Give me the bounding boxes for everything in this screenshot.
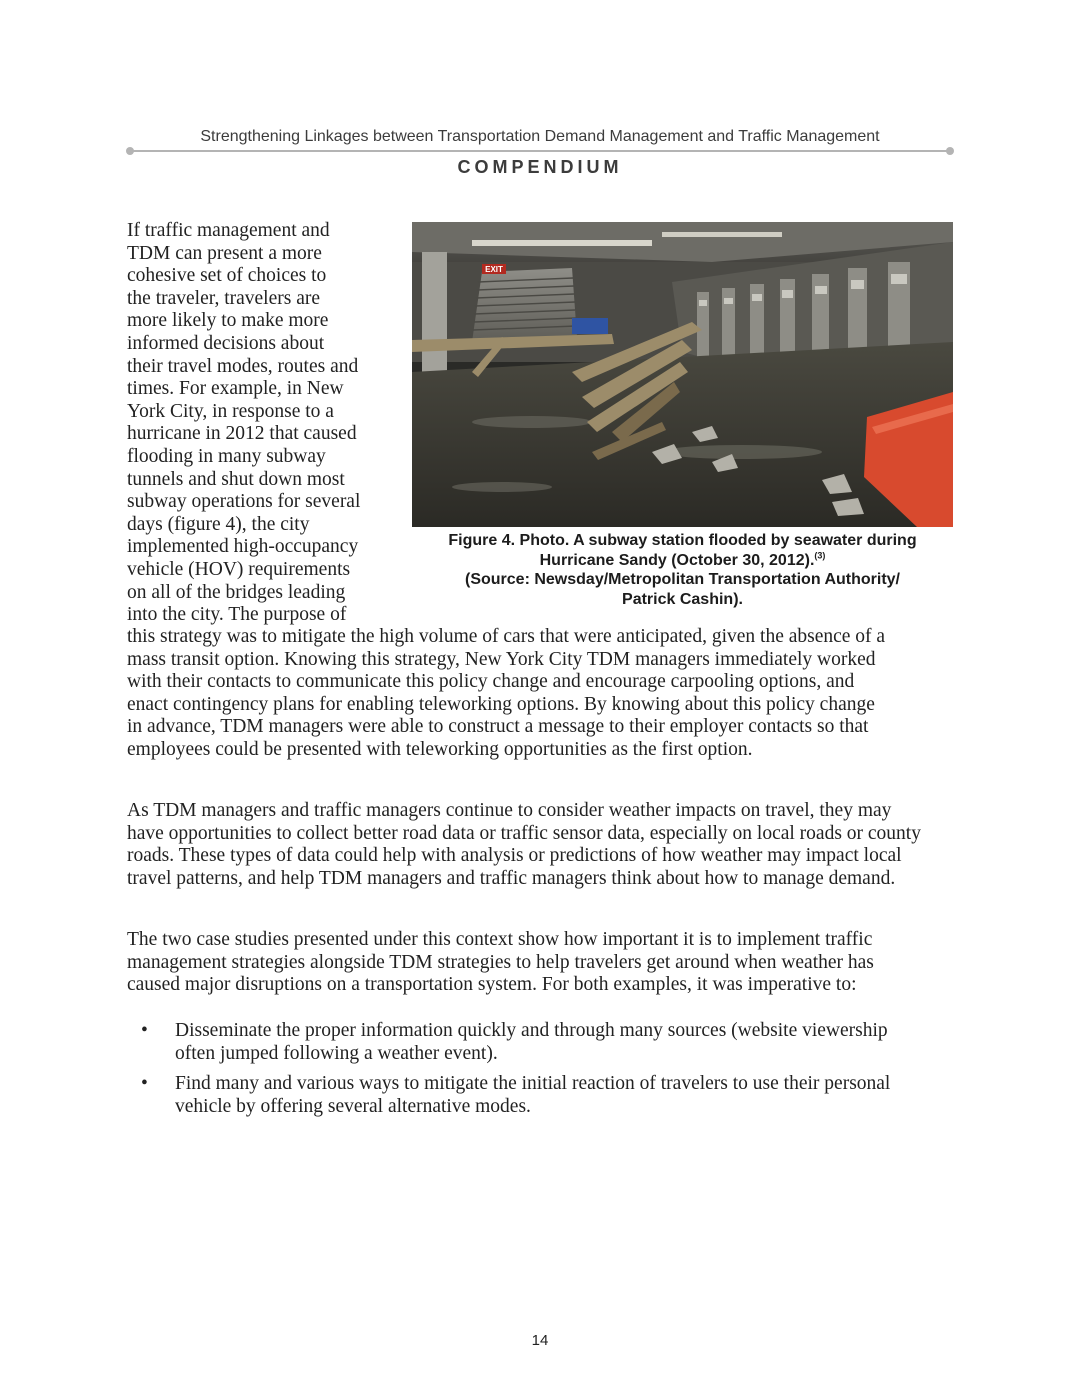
text-line: management strategies alongside TDM strategies to help travelers get around when weather has	[127, 951, 874, 973]
text-line: caused major disruptions on a transportation system. For both examples, it was imperative to:	[127, 974, 857, 996]
list-item	[127, 1073, 957, 1118]
caption-line: Figure 4. Photo. A subway station flooded by seawater during	[448, 532, 917, 549]
text-line: implemented high-occupancy	[127, 536, 359, 558]
text-line: York City, in response to a	[127, 400, 334, 422]
bullet-icon: •	[141, 1020, 148, 1041]
text-line: As TDM managers and traffic managers continue to consider weather impacts on travel, they may	[127, 800, 892, 821]
text-line: more likely to make more	[127, 310, 329, 332]
caption-line	[412, 551, 953, 571]
text-line: their travel modes, routes and	[127, 355, 359, 377]
rule-end-dot-right	[946, 147, 954, 155]
text-line: have opportunities to collect better road data or traffic sensor data, especially on local roads or county	[127, 822, 921, 844]
running-header: Strengthening Linkages between Transportation Demand Management and Traffic Management	[200, 128, 880, 145]
text-line: The two case studies presented under this context show how important it is to implement traffic	[127, 929, 873, 950]
intro-paragraph-continued	[127, 626, 957, 762]
text-line: roads. These types of data could help with analysis or predictions of how weather may impact local	[127, 845, 902, 867]
text-line: vehicle (HOV) requirements	[127, 558, 351, 580]
page-number: 14	[531, 1332, 549, 1349]
text-line: Find many and various ways to mitigate the initial reaction of travelers to use their personal	[175, 1073, 891, 1095]
text-line: employees could be presented with teleworking opportunities as the first option.	[127, 738, 753, 760]
paragraph-weather-data	[127, 800, 957, 890]
bullet-list	[127, 1020, 957, 1126]
text-line: times. For example, in New	[127, 378, 344, 400]
list-item	[127, 1020, 957, 1065]
text-line: enact contingency plans for enabling teleworking options. By knowing about this policy change	[127, 693, 875, 715]
text-line: on all of the bridges leading	[127, 581, 346, 603]
text-line: informed decisions about	[127, 332, 325, 354]
header-rule	[130, 150, 950, 152]
flooded-subway-station-image	[412, 222, 953, 527]
caption-text: Hurricane Sandy (October 30, 2012).	[539, 551, 815, 569]
text-line: subway operations for several	[127, 491, 361, 513]
text-line: tunnels and shut down most	[127, 468, 345, 490]
text-line: with their contacts to communicate this policy change and encourage carpooling options, and	[127, 671, 855, 693]
text-line: Disseminate the proper information quickly and through many sources (website viewership	[175, 1020, 888, 1041]
text-line: travel patterns, and help TDM managers and traffic managers think about how to manage demand.	[127, 867, 896, 889]
bullet-icon: •	[141, 1073, 148, 1095]
text-line: mass transit option. Knowing this strategy, New York City TDM managers immediately worked	[127, 648, 876, 670]
text-line: flooding in many subway	[127, 445, 326, 467]
text-line: hurricane in 2012 that caused	[127, 423, 357, 445]
text-line: TDM can present a more	[127, 242, 322, 264]
text-line: in advance, TDM managers were able to construct a message to their employer contacts so that	[127, 716, 869, 738]
figure-caption	[412, 531, 953, 609]
text-line: often jumped following a weather event).	[175, 1042, 498, 1064]
text-line: cohesive set of choices to	[127, 265, 327, 287]
text-line: this strategy was to mitigate the high volume of cars that were anticipated, given the absence of a	[127, 626, 886, 647]
text-line: vehicle by offering several alternative modes.	[175, 1095, 531, 1117]
intro-paragraph	[127, 220, 387, 627]
text-line: days (figure 4), the city	[127, 513, 310, 535]
caption-line: Patrick Cashin).	[622, 590, 743, 608]
text-line: If traffic management and	[127, 220, 330, 241]
text-line: into the city. The purpose of	[127, 604, 347, 626]
caption-line: (Source: Newsday/Metropolitan Transportation Authority/	[465, 571, 900, 588]
section-label: COMPENDIUM	[457, 157, 623, 177]
svg-text:EXIT: EXIT	[485, 265, 503, 274]
figure-photo	[412, 222, 953, 527]
text-line: the traveler, travelers are	[127, 287, 321, 309]
rule-end-dot-left	[126, 147, 134, 155]
paragraph-case-studies	[127, 929, 957, 997]
caption-reference: (3)	[814, 550, 826, 561]
